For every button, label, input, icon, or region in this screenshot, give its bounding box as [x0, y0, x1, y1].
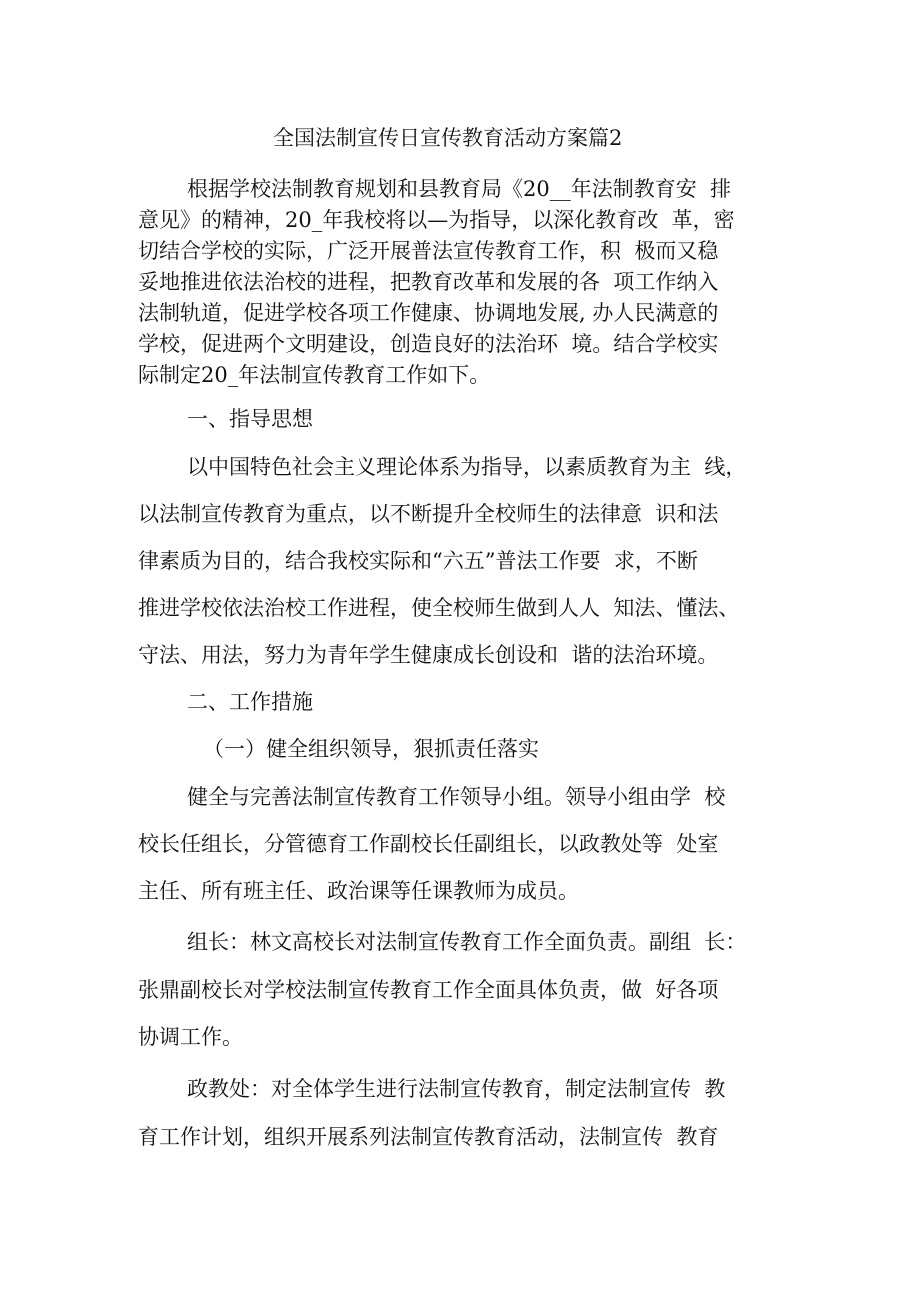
subsection1-para3-line: 政教处：对全体学生进行法制宣传教育，制定法制宣传 教 — [187, 1077, 726, 1101]
intro-line: 根据学校法制教育规划和县教育局《20__年法制教育安 排 — [187, 177, 732, 201]
section1-line: 以中国特色社会主义理论体系为指导，以素质教育为主 线， — [187, 455, 747, 479]
intro-line: 法制轨道，促进学校各项工作健康、协调地发展, 办人民满意的 — [138, 301, 719, 325]
intro-line: 学校，促进两个文明建设，创造良好的法治环 境。结合学校实 — [138, 332, 719, 356]
intro-line: 妥地推进依法治校的进程，把教育改革和发展的各 项工作纳入 — [138, 270, 719, 294]
section-heading: 二、工作措施 — [187, 690, 313, 714]
section1-line: 以法制宣传教育为重点，以不断提升全校师生的法律意 识和法 — [138, 502, 719, 526]
subsection1-para2-line: 协调工作。 — [138, 1025, 243, 1049]
section1-line: 律素质为目的，结合我校实际和“六五”普法工作要 求，不断 — [138, 549, 698, 573]
subsection1-para2-line: 张鼎副校长对学校法制宣传教育工作全面具体负责，做 好各项 — [138, 978, 719, 1002]
subsection1-para1-line: 校长任组长，分管德育工作副校长任副组长，以政教处等 处室 — [138, 832, 719, 856]
section1-line: 守法、用法，努力为青年学生健康成长创设和 谐的法治环境。 — [138, 643, 719, 667]
intro-line: 切结合学校的实际，广泛开展普法宣传教育工作，积 极而又稳 — [138, 239, 719, 263]
subsection1-para2-line: 组长：林文高校长对法制宣传教育工作全面负责。副组 长： — [187, 930, 747, 954]
section-heading: 一、指导思想 — [187, 407, 313, 431]
subsection1-para3-line: 育工作计划，组织开展系列法制宣传教育活动，法制宣传 教育 — [138, 1125, 719, 1149]
subsection1-para1-line: 健全与完善法制宣传教育工作领导小组。领导小组由学 校 — [187, 785, 726, 809]
section1-line: 推进学校依法治校工作进程，使全校师生做到人人 知法、懂法、 — [138, 596, 740, 620]
subsection1-para1-line: 主任、所有班主任、政治课等任课教师为成员。 — [138, 879, 579, 903]
intro-line: 意见》的精神，20_年我校将以—为指导，以深化教育改 革，密 — [138, 208, 735, 232]
intro-line: 际制定20_年法制宣传教育工作如下。 — [138, 363, 491, 387]
document-title: 全国法制宣传日宣传教育活动方案篇2 — [273, 126, 623, 150]
subsection-heading: （一）健全组织领导，狠抓责任落实 — [203, 737, 539, 761]
